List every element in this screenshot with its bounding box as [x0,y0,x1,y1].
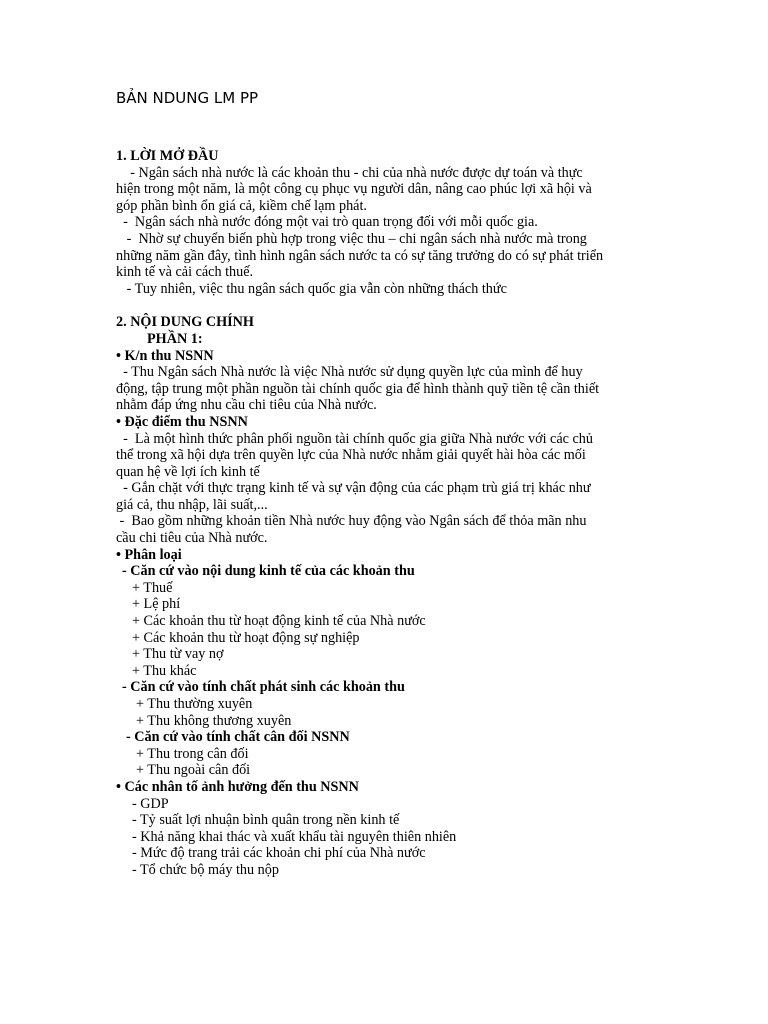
list-item: - Khả năng khai thác và xuất khẩu tài nguyên thiên nhiên [132,828,457,845]
list-item: + Thu trong cân đối [136,745,249,762]
paragraph: cầu chi tiêu của Nhà nước. [116,530,268,547]
classification-heading: - Căn cứ vào tính chất cân đối NSNN [126,729,350,746]
list-item: + Thu ngoài cân đối [136,762,251,779]
paragraph: - Thu Ngân sách Nhà nước là việc Nhà nước sử dụng quyền lực của mình để huy [116,364,583,381]
paragraph: quan hệ về lợi ích kinh tế [116,463,260,480]
paragraph: kinh tế và cải cách thuế. [116,264,254,281]
list-item: + Thu thường xuyên [136,696,253,712]
document-body [116,148,661,879]
list-item: + Lệ phí [132,596,181,613]
paragraph: nhằm đáp ứng nhu cầu chi tiêu của Nhà nước. [116,397,377,414]
list-item: - Tỷ suất lợi nhuận bình quân trong nền kinh tế [132,812,400,829]
list-item: + Thuế [132,579,173,596]
paragraph: - Gắn chặt với thực trạng kinh tế và sự vận động của các phạm trù giá trị khác như [116,480,591,497]
document-title: BẢN NDUNG LM PP [116,89,259,107]
list-item: - GDP [132,795,169,812]
list-item: + Thu khác [132,662,197,679]
list-item: - Mức độ trang trải các khoản chi phí của Nhà nước [132,845,426,862]
paragraph: - Tuy nhiên, việc thu ngân sách quốc gia vẫn còn những thách thức [116,280,507,297]
list-item: + Thu không thương xuyên [136,712,292,729]
section-2-heading: 2. NỘI DUNG CHÍNH [116,314,254,331]
list-item: + Các khoản thu từ hoạt động kinh tế của Nhà nước [132,613,426,630]
list-item: + Các khoản thu từ hoạt động sự nghiệp [132,629,360,646]
paragraph: - Ngân sách nhà nước là các khoản thu - chi của nhà nước được dự toán và thực [116,164,583,181]
paragraph: - Ngân sách nhà nước đóng một vai trò quan trọng đối với mỗi quốc gia. [116,214,538,231]
paragraph: thể trong xã hội dựa trên quyền lực của Nhà nước nhằm giải quyết hài hòa các mối [116,447,586,464]
part-heading: PHẦN 1: [147,330,203,347]
paragraph: - Bao gồm những khoản tiền Nhà nước huy động vào Ngân sách để thỏa mãn nhu [116,513,587,530]
paragraph: góp phần bình ổn giá cả, kiềm chế lạm phát. [116,197,367,214]
paragraph: - Là một hình thức phân phối nguồn tài chính quốc gia giữa Nhà nước với các chủ [116,430,593,447]
classification-heading: - Căn cứ vào nội dung kinh tế của các khoản thu [122,563,415,580]
paragraph: hiện trong một năm, là một công cụ phục vụ người dân, nâng cao phúc lợi xã hội và [116,181,592,198]
paragraph: động, tập trung một phần nguồn tài chính quốc gia để hình thành quỹ tiền tệ cần thiết [116,380,600,397]
list-item: + Thu từ vay nợ [132,646,224,663]
list-item: - Tổ chức bộ máy thu nộp [132,861,279,878]
paragraph: - Nhờ sự chuyển biến phù hợp trong việc thu – chi ngân sách nhà nước mà trong [116,230,587,247]
section-1-heading: 1. LỜI MỞ ĐẦU [116,148,219,164]
subsection-heading: • Đặc điểm thu NSNN [116,413,248,430]
classification-heading: - Căn cứ vào tính chất phát sinh các khoản thu [122,679,405,696]
paragraph: những năm gần đây, tình hình ngân sách nước ta có sự tăng trưởng do có sự phát triển [116,247,604,264]
subsection-heading: • K/n thu NSNN [116,347,214,364]
paragraph: giá cả, thu nhập, lãi suất,... [116,496,268,513]
subsection-heading: • Các nhân tố ảnh hưởng đến thu NSNN [116,778,359,795]
subsection-heading: • Phân loại [116,546,182,563]
